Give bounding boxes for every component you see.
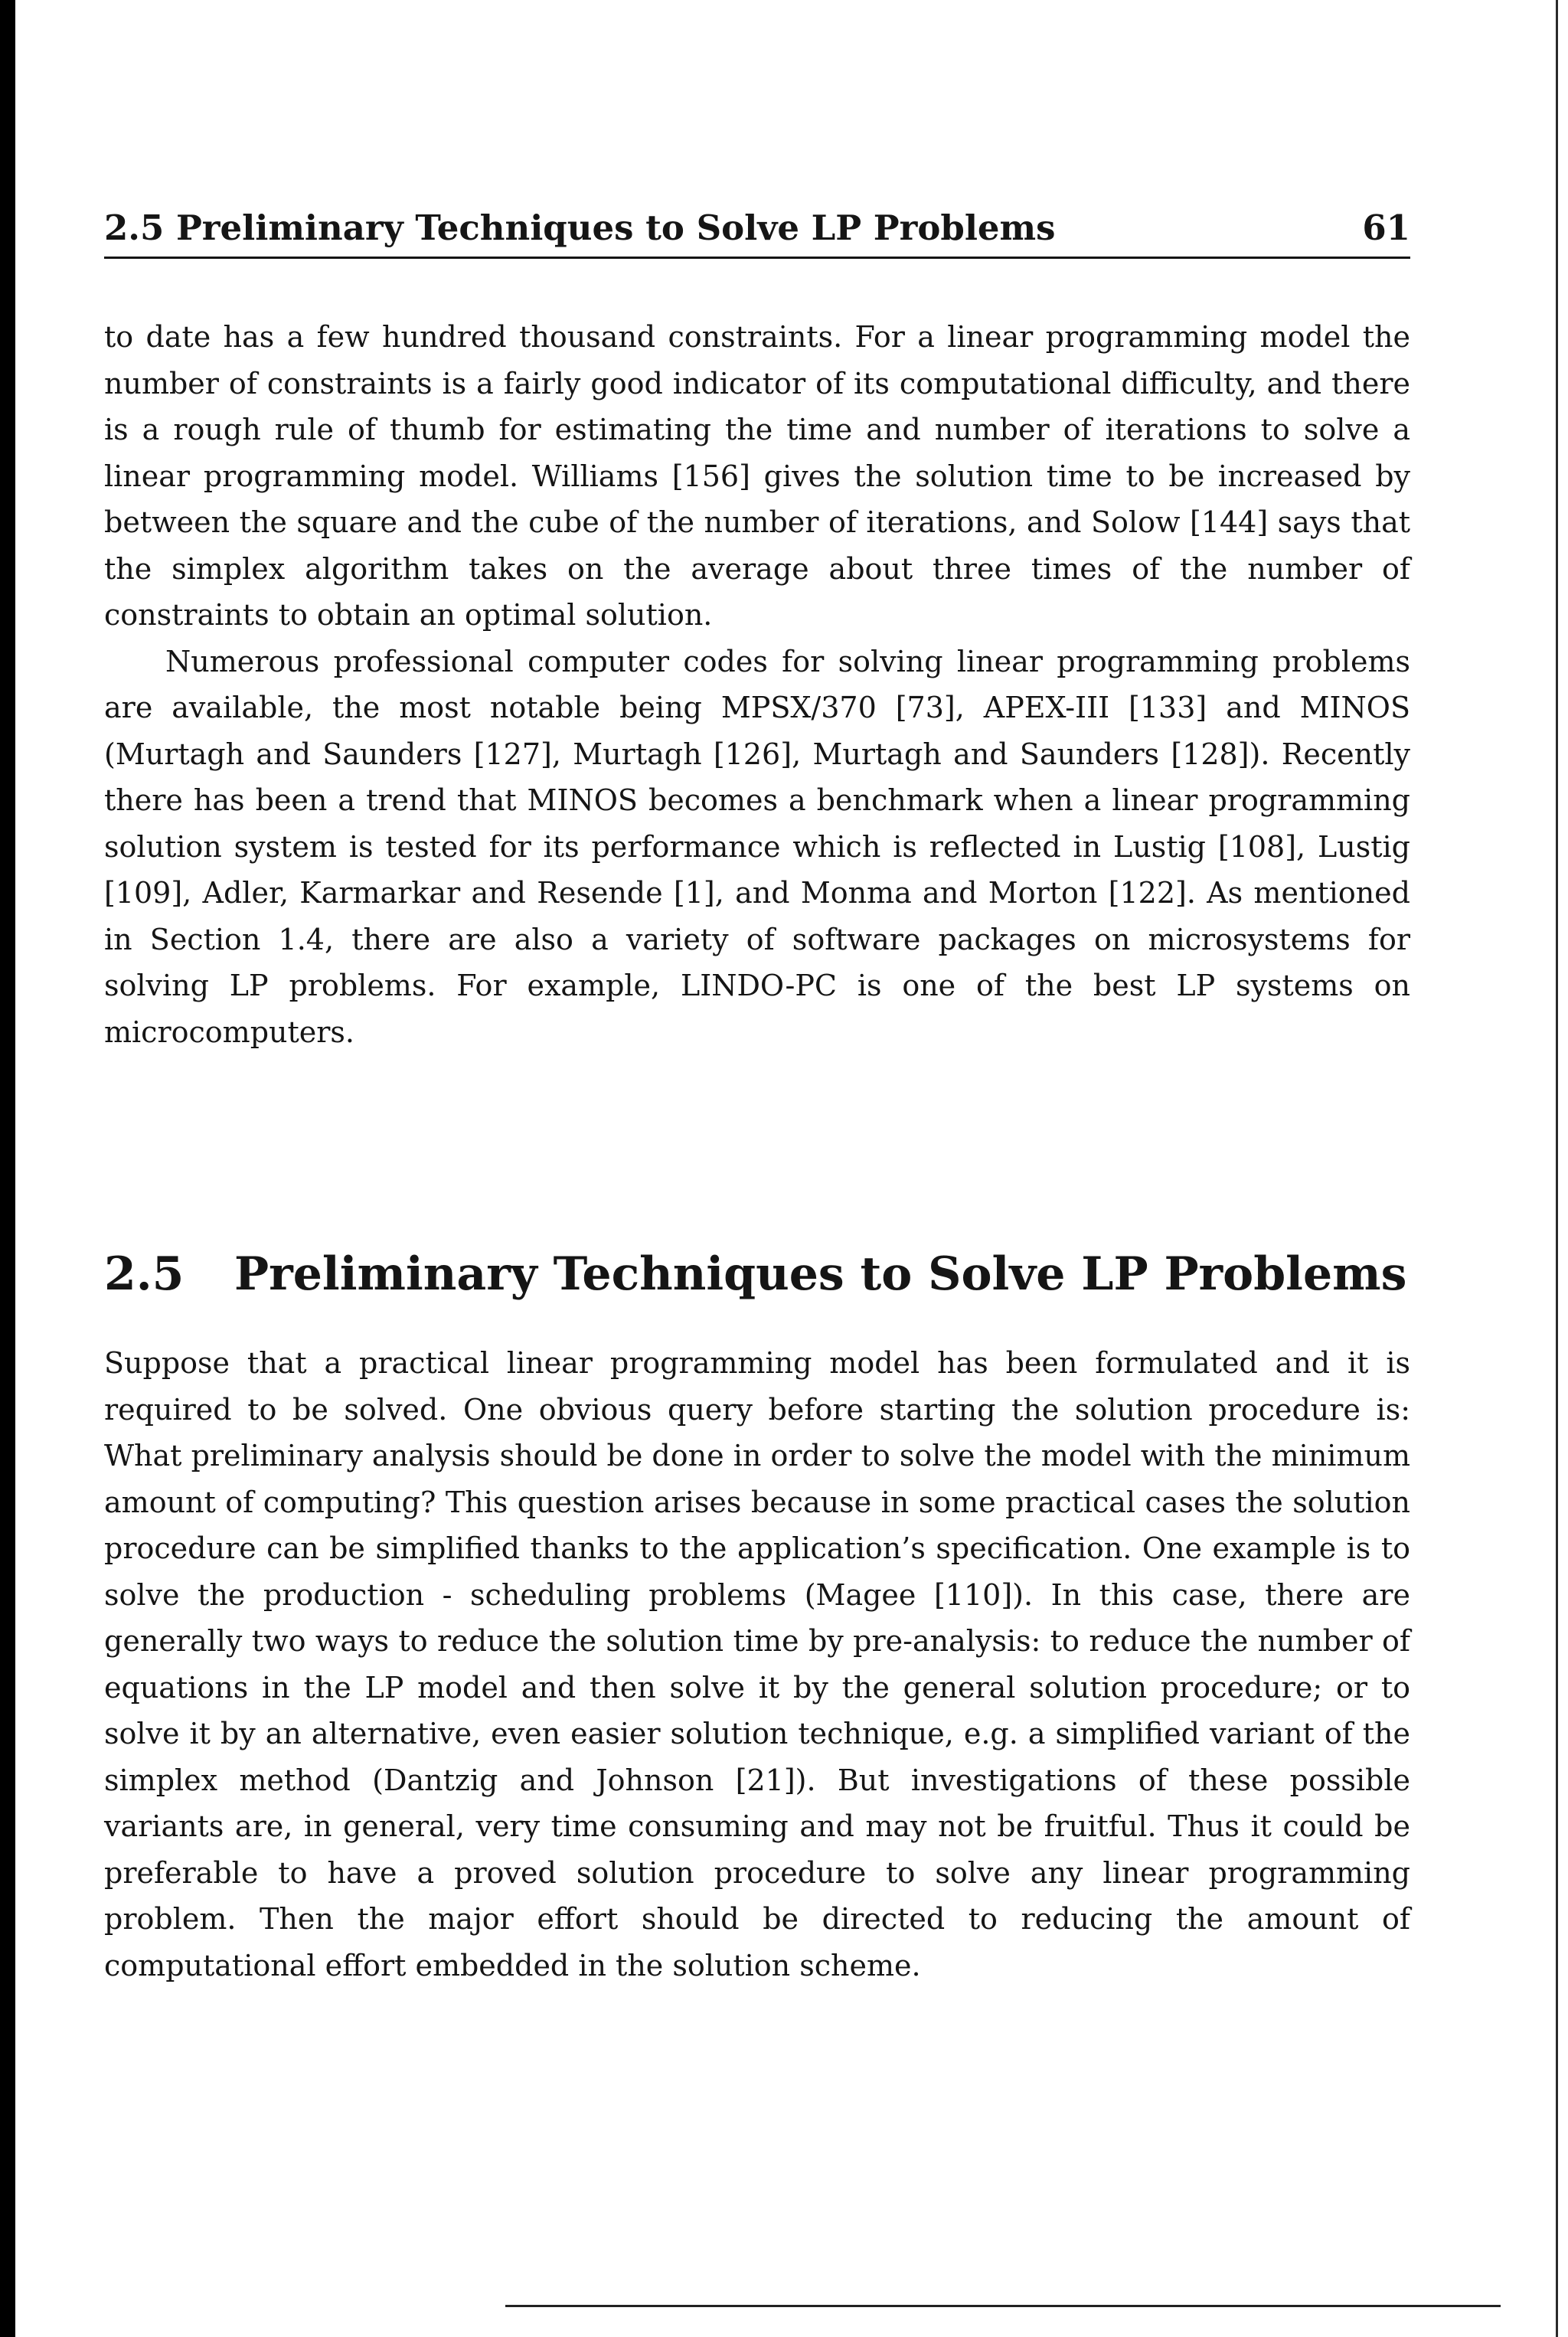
continuation-paragraph: to date has a few hundred thousand constraints. For a linear programming model the number of constraints is a fairly good indicator of its computational difficulty, and there is a rough rule of thumb for estimating the time and number of iterations to solve a linear programming model. Williams [156] gives the solution time to be increased by between the square and the cube of the number of iterations, and Solow [144] says that the simplex algorithm takes on the average about three times of the number of constraints to obtain an optimal solution. [104,320,1410,632]
running-head [104,201,1410,259]
page-number: 61 [1362,208,1410,248]
section-title: Preliminary Techniques to Solve LP Problems [234,1247,1407,1301]
section-paragraph: Suppose that a practical linear programming model has been formulated and it is required to be solved. One obvious query before starting the solution procedure is: What preliminary analysis should be done in order to solve the model with the minimum amount of computing? This question arises because in some practical cases the solution procedure can be simplified thanks to the application’s specification. One example is to solve the production - scheduling problems (Magee [110]). In this case, there are generally two ways to reduce the solution time by pre-analysis: to reduce the number of equations in the LP model and then solve it by the general solution procedure; or to solve it by an alternative, even easier solution technique, e.g. a simplified variant of the simplex method (Dantzig and Johnson [21]). But investigations of these possible variants are, in general, very time consuming and may not be fruitful. Thus it could be preferable to have a proved solution procedure to solve any linear programming problem. Then the major effort should be directed to reducing the amount of computational effort embedded in the solution scheme. [104,1346,1410,1982]
running-title: 2.5 Preliminary Techniques to Solve LP Problems [104,208,1056,248]
section-number: 2.5 [104,1247,185,1301]
body-text-section [104,1340,1410,1989]
scan-border-left [0,0,15,2337]
footer-rule [505,2305,1501,2307]
section-heading [104,1247,1410,1302]
scan-border-right [1556,0,1558,2337]
computer-codes-paragraph: Numerous professional computer codes for solving linear programming problems are available, the most notable being MPSX/370 [73], APEX-III [133] and MINOS (Murtagh and Saunders [127], Murtagh [126], Murtagh and Saunders [128]). Recently there has been a trend that MINOS becomes a benchmark when a linear programming solution system is tested for its performance which is reflected in Lustig [108], Lustig [109], Adler, Karmarkar and Resende [1], and Monma and Morton [122]. As mentioned in Section 1.4, there are also a variety of software packages on microsystems for solving LP problems. For example, LINDO-PC is one of the best LP systems on microcomputers. [104,644,1410,1049]
body-text-upper [104,314,1410,1055]
